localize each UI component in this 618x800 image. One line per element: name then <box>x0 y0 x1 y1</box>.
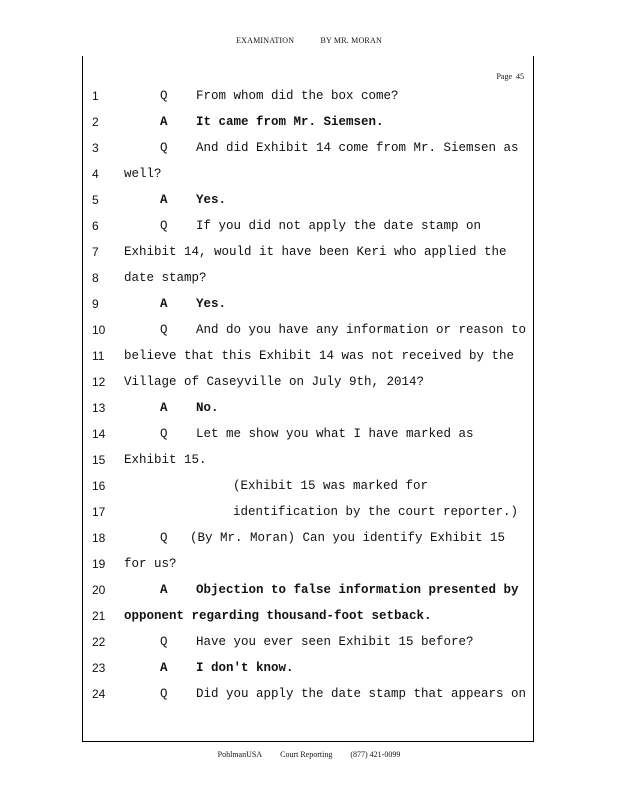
page-header <box>0 36 618 45</box>
speaker-label: A <box>160 401 168 415</box>
speaker-label: A <box>160 193 168 207</box>
line-number: 11 <box>92 349 105 363</box>
page-number <box>0 72 524 81</box>
speaker-label: Q <box>160 323 168 337</box>
line-text: well? <box>124 167 162 181</box>
line-number: 19 <box>92 557 106 571</box>
line-text: opponent regarding thousand-foot setback. <box>124 609 432 623</box>
transcript-line <box>0 452 618 478</box>
transcript-line <box>0 582 618 608</box>
transcript-line <box>0 634 618 660</box>
line-text: From whom did the box come? <box>196 89 399 103</box>
header-examiner: BY MR. MORAN <box>320 36 382 45</box>
line-number: 16 <box>92 479 106 493</box>
transcript-line <box>0 88 618 114</box>
header-section: EXAMINATION <box>236 36 295 45</box>
footer-company: PohlmanUSA <box>217 750 263 759</box>
transcript-line <box>0 192 618 218</box>
transcript-line <box>0 322 618 348</box>
line-text: Yes. <box>196 297 227 311</box>
line-number: 5 <box>92 193 99 207</box>
speaker-label: Q <box>160 531 168 545</box>
line-text: believe that this Exhibit 14 was not received by the <box>124 349 515 363</box>
line-number: 8 <box>92 271 99 285</box>
line-number: 3 <box>92 141 99 155</box>
line-text: Exhibit 14, would it have been Keri who applied the <box>124 245 507 259</box>
line-text: for us? <box>124 557 177 571</box>
line-number: 9 <box>92 297 99 311</box>
transcript-line <box>0 660 618 686</box>
line-number: 21 <box>92 609 106 623</box>
speaker-label: Q <box>160 635 168 649</box>
line-number: 24 <box>92 687 106 701</box>
transcript-line <box>0 218 618 244</box>
transcript-line <box>0 348 618 374</box>
line-number: 4 <box>92 167 99 181</box>
transcript-line <box>0 686 618 712</box>
line-number: 20 <box>92 583 106 597</box>
line-text: (By Mr. Moran) Can you identify Exhibit 15 <box>190 531 506 545</box>
line-text: Objection to false information presented by <box>196 583 519 597</box>
line-text: And do you have any information or reason to <box>196 323 527 337</box>
line-text: Exhibit 15. <box>124 453 207 467</box>
footer-service: Court Reporting <box>280 750 333 759</box>
transcript-line <box>0 530 618 556</box>
transcript-line <box>0 478 618 504</box>
transcript-line <box>0 556 618 582</box>
line-text: identification by the court reporter.) <box>233 505 519 519</box>
line-number: 13 <box>92 401 106 415</box>
line-number: 7 <box>92 245 99 259</box>
line-text: date stamp? <box>124 271 207 285</box>
line-number: 12 <box>92 375 106 389</box>
line-number: 2 <box>92 115 99 129</box>
line-number: 22 <box>92 635 106 649</box>
page-value: 45 <box>516 72 524 81</box>
speaker-label: A <box>160 297 168 311</box>
line-text: No. <box>196 401 219 415</box>
footer-phone: (877) 421-0099 <box>350 750 401 759</box>
transcript-line <box>0 114 618 140</box>
line-text: Let me show you what I have marked as <box>196 427 474 441</box>
speaker-label: Q <box>160 89 168 103</box>
line-number: 23 <box>92 661 106 675</box>
line-text: (Exhibit 15 was marked for <box>233 479 429 493</box>
speaker-label: Q <box>160 687 168 701</box>
line-text: And did Exhibit 14 come from Mr. Siemsen as <box>196 141 519 155</box>
line-number: 17 <box>92 505 106 519</box>
line-number: 10 <box>92 323 106 337</box>
page-label: Page <box>496 72 512 81</box>
transcript-line <box>0 244 618 270</box>
speaker-label: A <box>160 583 168 597</box>
line-number: 14 <box>92 427 106 441</box>
transcript-line <box>0 400 618 426</box>
line-number: 1 <box>92 89 99 103</box>
speaker-label: Q <box>160 141 168 155</box>
line-number: 6 <box>92 219 99 233</box>
speaker-label: Q <box>160 219 168 233</box>
transcript-line <box>0 166 618 192</box>
line-text: I don't know. <box>196 661 294 675</box>
transcript-line <box>0 296 618 322</box>
line-text: If you did not apply the date stamp on <box>196 219 482 233</box>
transcript-line <box>0 270 618 296</box>
line-number: 15 <box>92 453 106 467</box>
line-text: Did you apply the date stamp that appears on <box>196 687 527 701</box>
line-number: 18 <box>92 531 106 545</box>
line-text: Yes. <box>196 193 227 207</box>
speaker-label: Q <box>160 427 168 441</box>
speaker-label: A <box>160 661 168 675</box>
page-footer <box>0 750 618 759</box>
transcript-line <box>0 374 618 400</box>
transcript-line <box>0 504 618 530</box>
line-text: Village of Caseyville on July 9th, 2014? <box>124 375 425 389</box>
transcript-line <box>0 140 618 166</box>
transcript-line <box>0 426 618 452</box>
line-text: Have you ever seen Exhibit 15 before? <box>196 635 474 649</box>
line-text: It came from Mr. Siemsen. <box>196 115 384 129</box>
speaker-label: A <box>160 115 168 129</box>
transcript-line <box>0 608 618 634</box>
